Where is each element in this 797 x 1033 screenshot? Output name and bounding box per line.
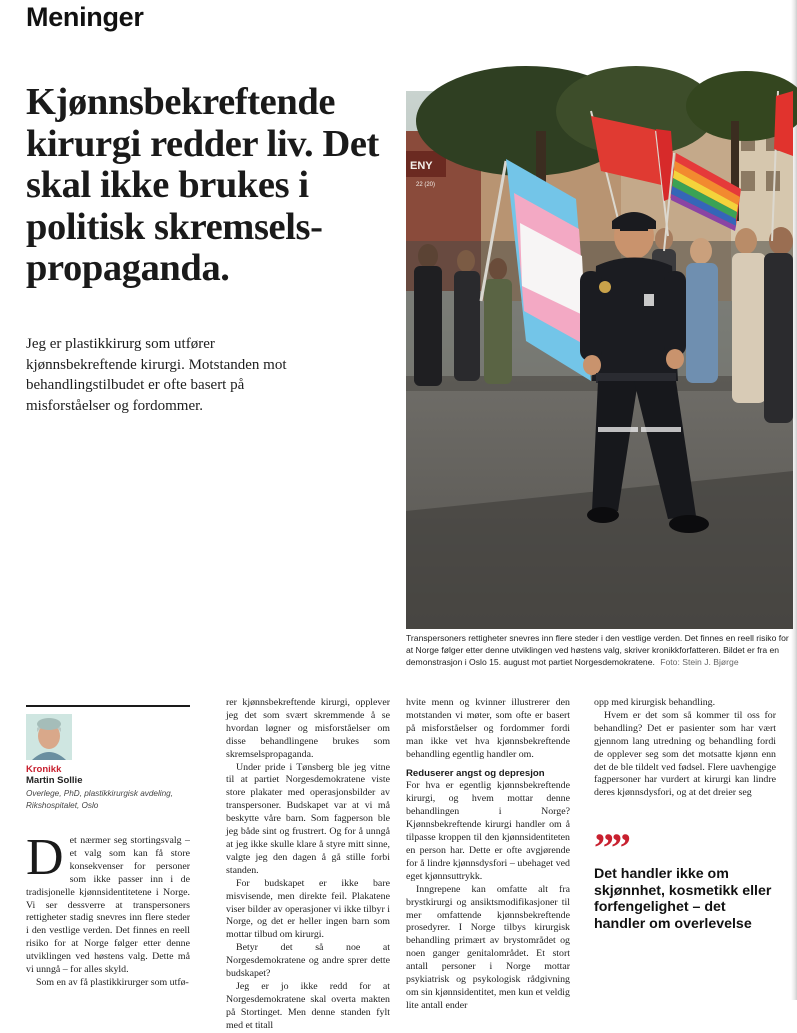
body-column-4 (594, 697, 776, 800)
body-paragraph (26, 829, 190, 977)
article-type-label: Kronikk (26, 764, 62, 775)
photo-caption (406, 632, 792, 669)
body-paragraph: opp med kirurgisk behandling. (594, 697, 716, 708)
body-paragraph: Som en av få plastikkirurger som utfø- (36, 976, 189, 988)
lead-paragraph: Jeg er plastikkirurg som utfører kjønnsbekreftende kirurgi. Motstanden mot behandlingstilbudet er ofte basert på misforståelser og fordommer. (26, 336, 287, 414)
body-paragraph: Under pride i Tønsberg ble jeg vitne til at partiet Norgesdemokratene viste store plakater med operasjonsbilder av transpersoner. Budskapet var at vi må beskytte våre barn. Som fagperson ble jeg både sint og frustrert. Og for å unngå at jeg ikke skulle klare å styre mitt sinne, valgte jeg den dagen å gå stille forbi standen. (226, 761, 390, 876)
quote-icon: ”” (594, 825, 628, 870)
author-avatar (26, 714, 72, 760)
author-portrait-illustration (26, 714, 72, 760)
body-paragraph: Betyr det så noe at Norgesdemokratene og andre sprer dette budskapet? (226, 942, 390, 980)
author-title: Overlege, PhD, plastikkirurgisk avdeling, Rikshospitalet, Oslo (26, 789, 173, 810)
dropcap: D (26, 829, 64, 886)
photo-credit: Foto: Stein J. Bjørge (660, 657, 739, 668)
shop-sign-number: 22 (20) (416, 182, 436, 188)
subheading: Reduserer angst og depresjon (406, 767, 545, 779)
caption-text: Transpersoners rettigheter snevres inn flere steder i den vestlige verden. Det finnes en reell risiko for at Norge følger etter denne utviklingen ved høstens valg, skriver kronikkforfatteren. Bildet er fra en demonstrasjon i Oslo 15. august mot partiet Norgesdemokratene. (406, 633, 789, 668)
shop-sign-text: ENY (410, 160, 433, 172)
headline: Kjønnsbekreftende kirurgi redder liv. Det skal ikke brukes i politisk skremsels-propaganda. (26, 81, 379, 289)
body-paragraph: rer kjønnsbekreftende kirurgi, opplever jeg det som svært skremmende å se hvordan løgner og misforståelser om disse behandlingene brukes som skremselspropaganda. (226, 697, 390, 760)
body-paragraph: For hva er egentlig kjønnsbekreftende kirurgi, og hvem mottar denne behandlingen i Norge? Kjønnsbekreftende kirurgi handler om å tilpasse kroppen til den kjønnsidentiteten en person har. Dette er ofte avgjørende for å lindre kjønnsdysfori – ubehaget ved eget kjønnsuttrykk. (406, 780, 570, 882)
body-column-3 (406, 697, 570, 1013)
body-paragraph: Hvem er det som så kommer til oss for behandling? Det er pasienter som har vært gjennom lang utredning og behandling fordi de opplever seg som det motsatte kjønn enn det de ble tildelt ved fødsel. Flere uavhengige fagpersoner har vurdert at kirurgi kan lindre deres kjønnsdysfori, og at det dreier seg (594, 709, 776, 799)
author-divider (26, 705, 190, 707)
body-paragraph: Inngrepene kan omfatte alt fra brystkirurgi og ansiktsmodifikasjoner til mer omfattende kjønnsbekreftende prosedyrer. I Norge tilbys kirurgisk behandling primært av brystområdet og noen ganger genitalområdet. Et stort antall personer i Norge mottar psykiatrisk og psykologisk rådgivning om sin kjønnsidentitet, men kun et veldig lite antall ender (406, 883, 570, 1011)
author-name: Martin Sollie (26, 775, 83, 786)
section-label: Meninger (26, 2, 144, 32)
body-column-1 (26, 829, 190, 990)
demonstration-photo-illustration (406, 91, 793, 629)
body-paragraph: Jeg er jo ikke redd for at Norgesdemokratene skal overta makten på Stortinget. Men denne standen fylt med et titall (226, 980, 390, 1031)
body-text: et nærmer seg stortingsvalg – et valg som kan få store konsekvenser for personer som ikke passer inn i de tradisjonelle kjønnsidentitetene i Norge. Vi ser dessverre at transpersoners rettigheter stadig snevres inn flere steder i den vestlige verden. Det finnes en reell risiko for at Norge følger etter denne utviklingen ved høstens valg. Dette må vi unngå – for alles skyld. (26, 835, 190, 976)
body-column-2 (226, 697, 390, 1033)
article-photo (406, 91, 793, 629)
pull-quote: Det handler ikke om skjønnhet, kosmetikk eller forfengelighet – det handler om overlevelse (594, 866, 772, 932)
body-paragraph: For budskapet er ikke bare misvisende, men direkte feil. Plakatene viser bilder av operasjoner vi ikke tilbyr i Norge, og det er heller ingen barn som mottar tilbud om kirurgi. (226, 877, 390, 941)
body-paragraph: hvite menn og kvinner illustrerer den motstanden vi møter, som ofte er basert på misforståelser og fordommer fordi man ikke vet hva kjønnsbekreftende behandling egentlig handler om. (406, 697, 570, 760)
